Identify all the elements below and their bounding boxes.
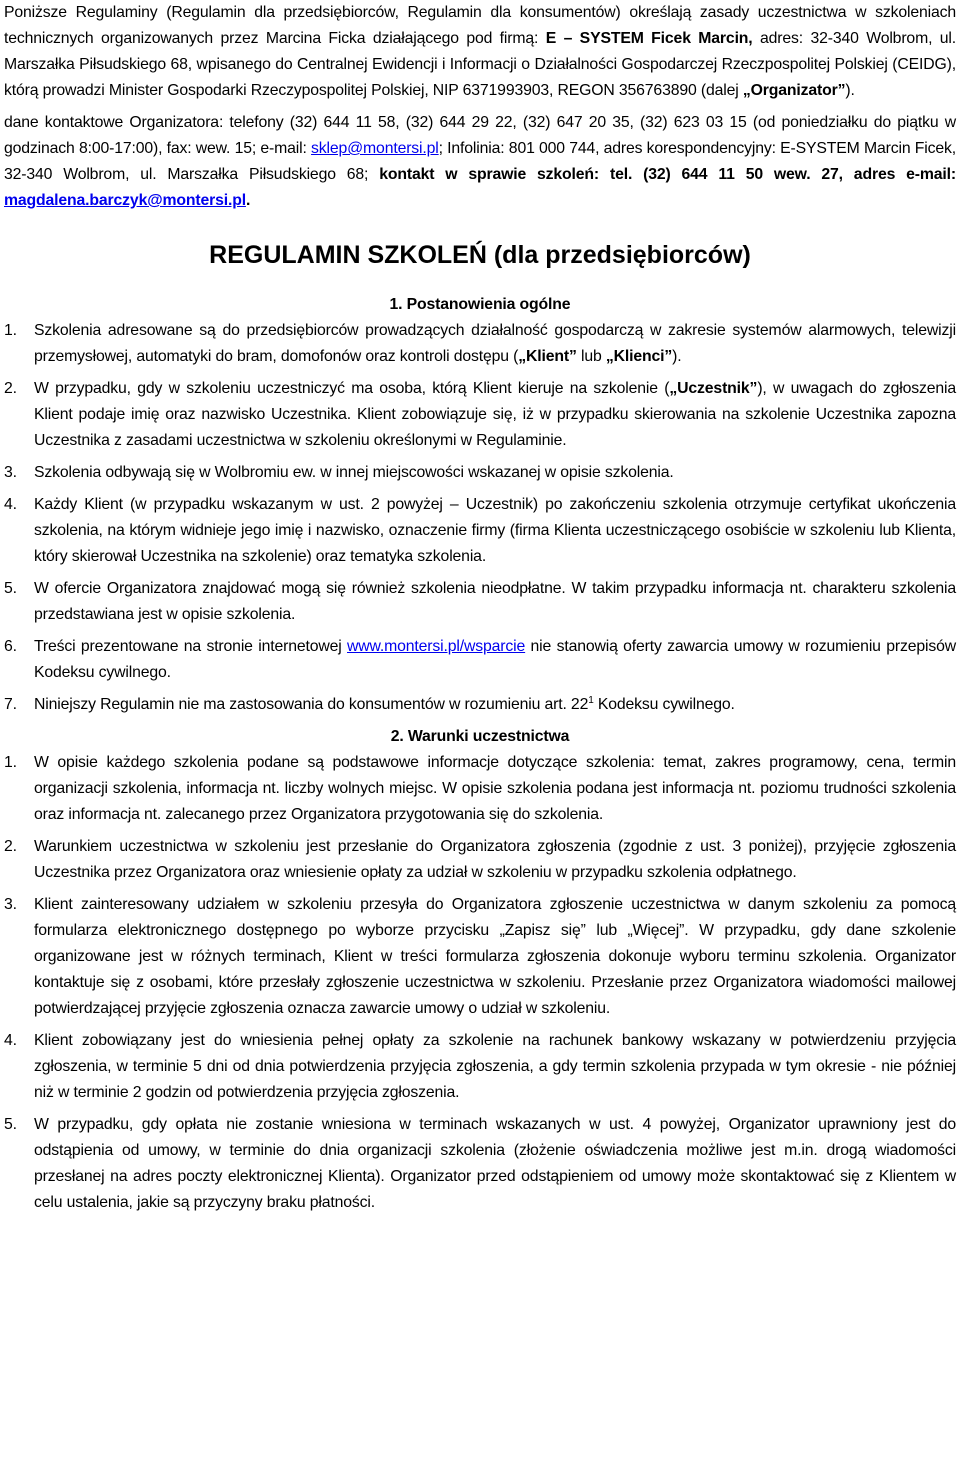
client-term: „Klient” bbox=[518, 348, 577, 365]
website-link[interactable]: www.montersi.pl/wsparcie bbox=[347, 638, 526, 655]
list-item bbox=[4, 460, 956, 486]
item-text: ). bbox=[672, 348, 682, 365]
clients-term: „Klienci” bbox=[605, 348, 673, 365]
item-text: nie stanowią oferty zawarcia umowy w rozumieniu przepisów Kodeksu cywilnego. bbox=[34, 638, 956, 681]
contact-end: . bbox=[245, 192, 251, 209]
item-number: 3. bbox=[4, 464, 17, 481]
intro-paragraph bbox=[4, 0, 956, 104]
list-item bbox=[4, 834, 956, 886]
item-number: 1. bbox=[4, 322, 17, 339]
intro-text: Poniższe Regulaminy (Regulamin dla przedsiębiorców, Regulamin dla konsumentów) określają zasady uczestnictwa w szkoleniach technicznych organizowanych przez Marcina Ficka działającego pod firmą: bbox=[4, 4, 956, 47]
item-text: W przypadku, gdy w szkoleniu uczestniczyć ma osoba, którą Klient kieruje na szkolenie ( bbox=[34, 380, 670, 397]
company-address: adres: 32-340 Wolbrom, ul. bbox=[760, 30, 957, 47]
item-number: 1. bbox=[4, 754, 17, 771]
list-item bbox=[4, 492, 956, 570]
participant-term: „Uczestnik” bbox=[669, 380, 758, 397]
item-text: W ofercie Organizatora znajdować mogą się również szkolenia nieodpłatne. W takim przypadku informacja nt. charakteru szkolenia przedstawiana jest w opisie szkolenia. bbox=[34, 580, 956, 623]
item-text: W przypadku, gdy opłata nie zostanie wniesiona w terminach wskazanych w ust. 4 powyżej, Organizator uprawniony jest do odstąpienia od umowy, w terminie do dnia organizacji szkolenia (złożenie oświadczenia możliwe jest m.in. drogą wiadomości przesłanej na adres poczty elektronicznej Klienta). Organizator przed odstąpieniem od umowy może skontaktować się z Klientem w celu ustalenia, jakie są przyczyny braku płatności. bbox=[34, 1116, 956, 1211]
item-text: Każdy Klient (w przypadku wskazanym w ust. 2 powyżej – Uczestnik) po zakończeniu szkolenia otrzymuje certyfikat ukończenia szkolenia, na którym widnieje jego imię i nazwisko, oznaczenie firmy (firma Klienta uczestniczącego osobiście w szkoleniu lub Klienta, który skierował Uczestnika na szkolenie) oraz tematyka szkolenia. bbox=[34, 496, 956, 565]
contact-text: dane kontaktowe Organizatora: telefony (32) 644 11 58, (32) 644 29 22, (32) 647 20 35, (32) 623 03 15 (od poniedziałku do piątku w godzinach 8:00-17:00), fax: wew. 15; e-mail: bbox=[4, 114, 956, 157]
item-text: Szkolenia odbywają się w Wolbromiu ew. w innej miejscowości wskazanej w opisie szkolenia. bbox=[34, 464, 674, 481]
email-link-training[interactable]: magdalena.barczyk@montersi.pl bbox=[4, 192, 246, 209]
list-item bbox=[4, 318, 956, 370]
organizer-term: „Organizator” bbox=[742, 82, 846, 99]
item-number: 7. bbox=[4, 696, 17, 713]
item-text: Klient zobowiązany jest do wniesienia pełnej opłaty za szkolenie na rachunek bankowy wskazany w potwierdzeniu przyjęcia zgłoszenia, w terminie 5 dni od dnia potwierdzenia przyjęcia zgłoszenia, a gdy termin szkolenia przypada w tym okresie - nie później niż w terminie 2 godzin od potwierdzenia przyjęcia zgłoszenia. bbox=[34, 1032, 956, 1101]
list-item bbox=[4, 634, 956, 686]
item-number: 3. bbox=[4, 896, 17, 913]
intro-end: ). bbox=[845, 82, 855, 99]
item-text: Treści prezentowane na stronie internetowej bbox=[34, 638, 348, 655]
email-link-sklep[interactable]: sklep@montersi.pl bbox=[311, 140, 439, 157]
item-text: ), w uwagach do zgłoszenia Klient podaje imię oraz nazwisko Uczestnika. Klient zobowiązuje się, iż w przypadku skierowania na szkolenie Uczestnika zapozna Uczestnika z zasadami uczestnictwa w szkoleniu określonymi w Regulaminie. bbox=[34, 380, 956, 449]
superscript: 1 bbox=[588, 695, 594, 706]
list-item bbox=[4, 750, 956, 828]
item-text: Szkolenia adresowane są do przedsiębiorców prowadzących działalność gospodarczą w zakresie systemów alarmowych, telewizji przemysłowej, automatyki do bram, domofonów oraz kontroli dostępu ( bbox=[34, 322, 956, 365]
list-item bbox=[4, 892, 956, 1022]
intro-text-registry: Marszałka Piłsudskiego 68, wpisanego do Centralnej Ewidencji i Informacji o Działalności Gospodarczej Rzeczpospolitej Polskiej (CEIDG), którą prowadzi Minister Gospodarki Rzeczypospolitej Polskiej, NIP 6371993903, REGON 356763890 (dalej bbox=[4, 56, 956, 99]
page-title: REGULAMIN SZKOLEŃ (dla przedsiębiorców) bbox=[209, 241, 751, 269]
item-number: 6. bbox=[4, 638, 17, 655]
item-text: Warunkiem uczestnictwa w szkoleniu jest przesłanie do Organizatora zgłoszenia (zgodnie z ust. 3 poniżej), przyjęcie zgłoszenia Uczestnika przez Organizatora oraz wniesienie opłaty za udział w szkoleniu w przypadku szkolenia odpłatnego. bbox=[34, 838, 956, 881]
item-number: 5. bbox=[4, 580, 17, 597]
item-text: W opisie każdego szkolenia podane są podstawowe informacje dotyczące szkolenia: temat, zakres programowy, cena, termin organizacji szkolenia, informacja nt. liczby wolnych miejsc. W opisie szkolenia podana jest informacja nt. poziomu trudności szkolenia oraz informacja nt. zalecanego przez Organizatora przygotowania się do szkolenia. bbox=[34, 754, 956, 823]
item-text: Kodeksu cywilnego. bbox=[593, 696, 735, 713]
item-text: Niniejszy Regulamin nie ma zastosowania do konsumentów w rozumieniu art. 22 bbox=[34, 696, 589, 713]
contact-text-hotline: ; Infolinia: 801 000 744, adres korespondencyjny: E-SYSTEM Marcin Ficek, 32-340 Wolbrom, ul. Marszałka Piłsudskiego 68; bbox=[4, 140, 956, 183]
company-name: E – SYSTEM Ficek Marcin, bbox=[545, 30, 753, 47]
section-2-list bbox=[4, 750, 956, 1216]
section-1-list bbox=[4, 318, 956, 718]
training-contact: kontakt w sprawie szkoleń: tel. (32) 644 11 50 wew. 27, adres e-mail: bbox=[379, 166, 957, 183]
contact-paragraph bbox=[4, 110, 956, 214]
list-item bbox=[4, 692, 956, 718]
list-item bbox=[4, 1028, 956, 1106]
item-text: Klient zainteresowany udziałem w szkoleniu przesyła do Organizatora zgłoszenie uczestnictwa w danym szkoleniu za pomocą formularza elektronicznego dostępnego po wyborze przycisku „Zapisz się” lub „Więcej”. W przypadku, gdy dane szkolenie organizowane jest w różnych terminach, Klient w treści formularza zgłoszenia dokonuje wyboru terminu szkolenia. Organizator kontaktuje się z osobami, które przesłały zgłoszenie uczestnictwa w szkoleniu. Przesłanie przez Organizatora wiadomości mailowej potwierdzającej przyjęcie zgłoszenia oznacza zawarcie umowy o udział w szkoleniu. bbox=[34, 896, 956, 1017]
list-item bbox=[4, 1112, 956, 1216]
item-number: 4. bbox=[4, 496, 17, 513]
item-number: 5. bbox=[4, 1116, 17, 1133]
section-1-heading: 1. Postanowienia ogólne bbox=[389, 296, 571, 313]
item-number: 4. bbox=[4, 1032, 17, 1049]
list-item bbox=[4, 576, 956, 628]
section-2-heading: 2. Warunki uczestnictwa bbox=[390, 728, 570, 745]
list-item bbox=[4, 376, 956, 454]
item-number: 2. bbox=[4, 838, 17, 855]
item-number: 2. bbox=[4, 380, 17, 397]
item-text: lub bbox=[576, 348, 606, 365]
